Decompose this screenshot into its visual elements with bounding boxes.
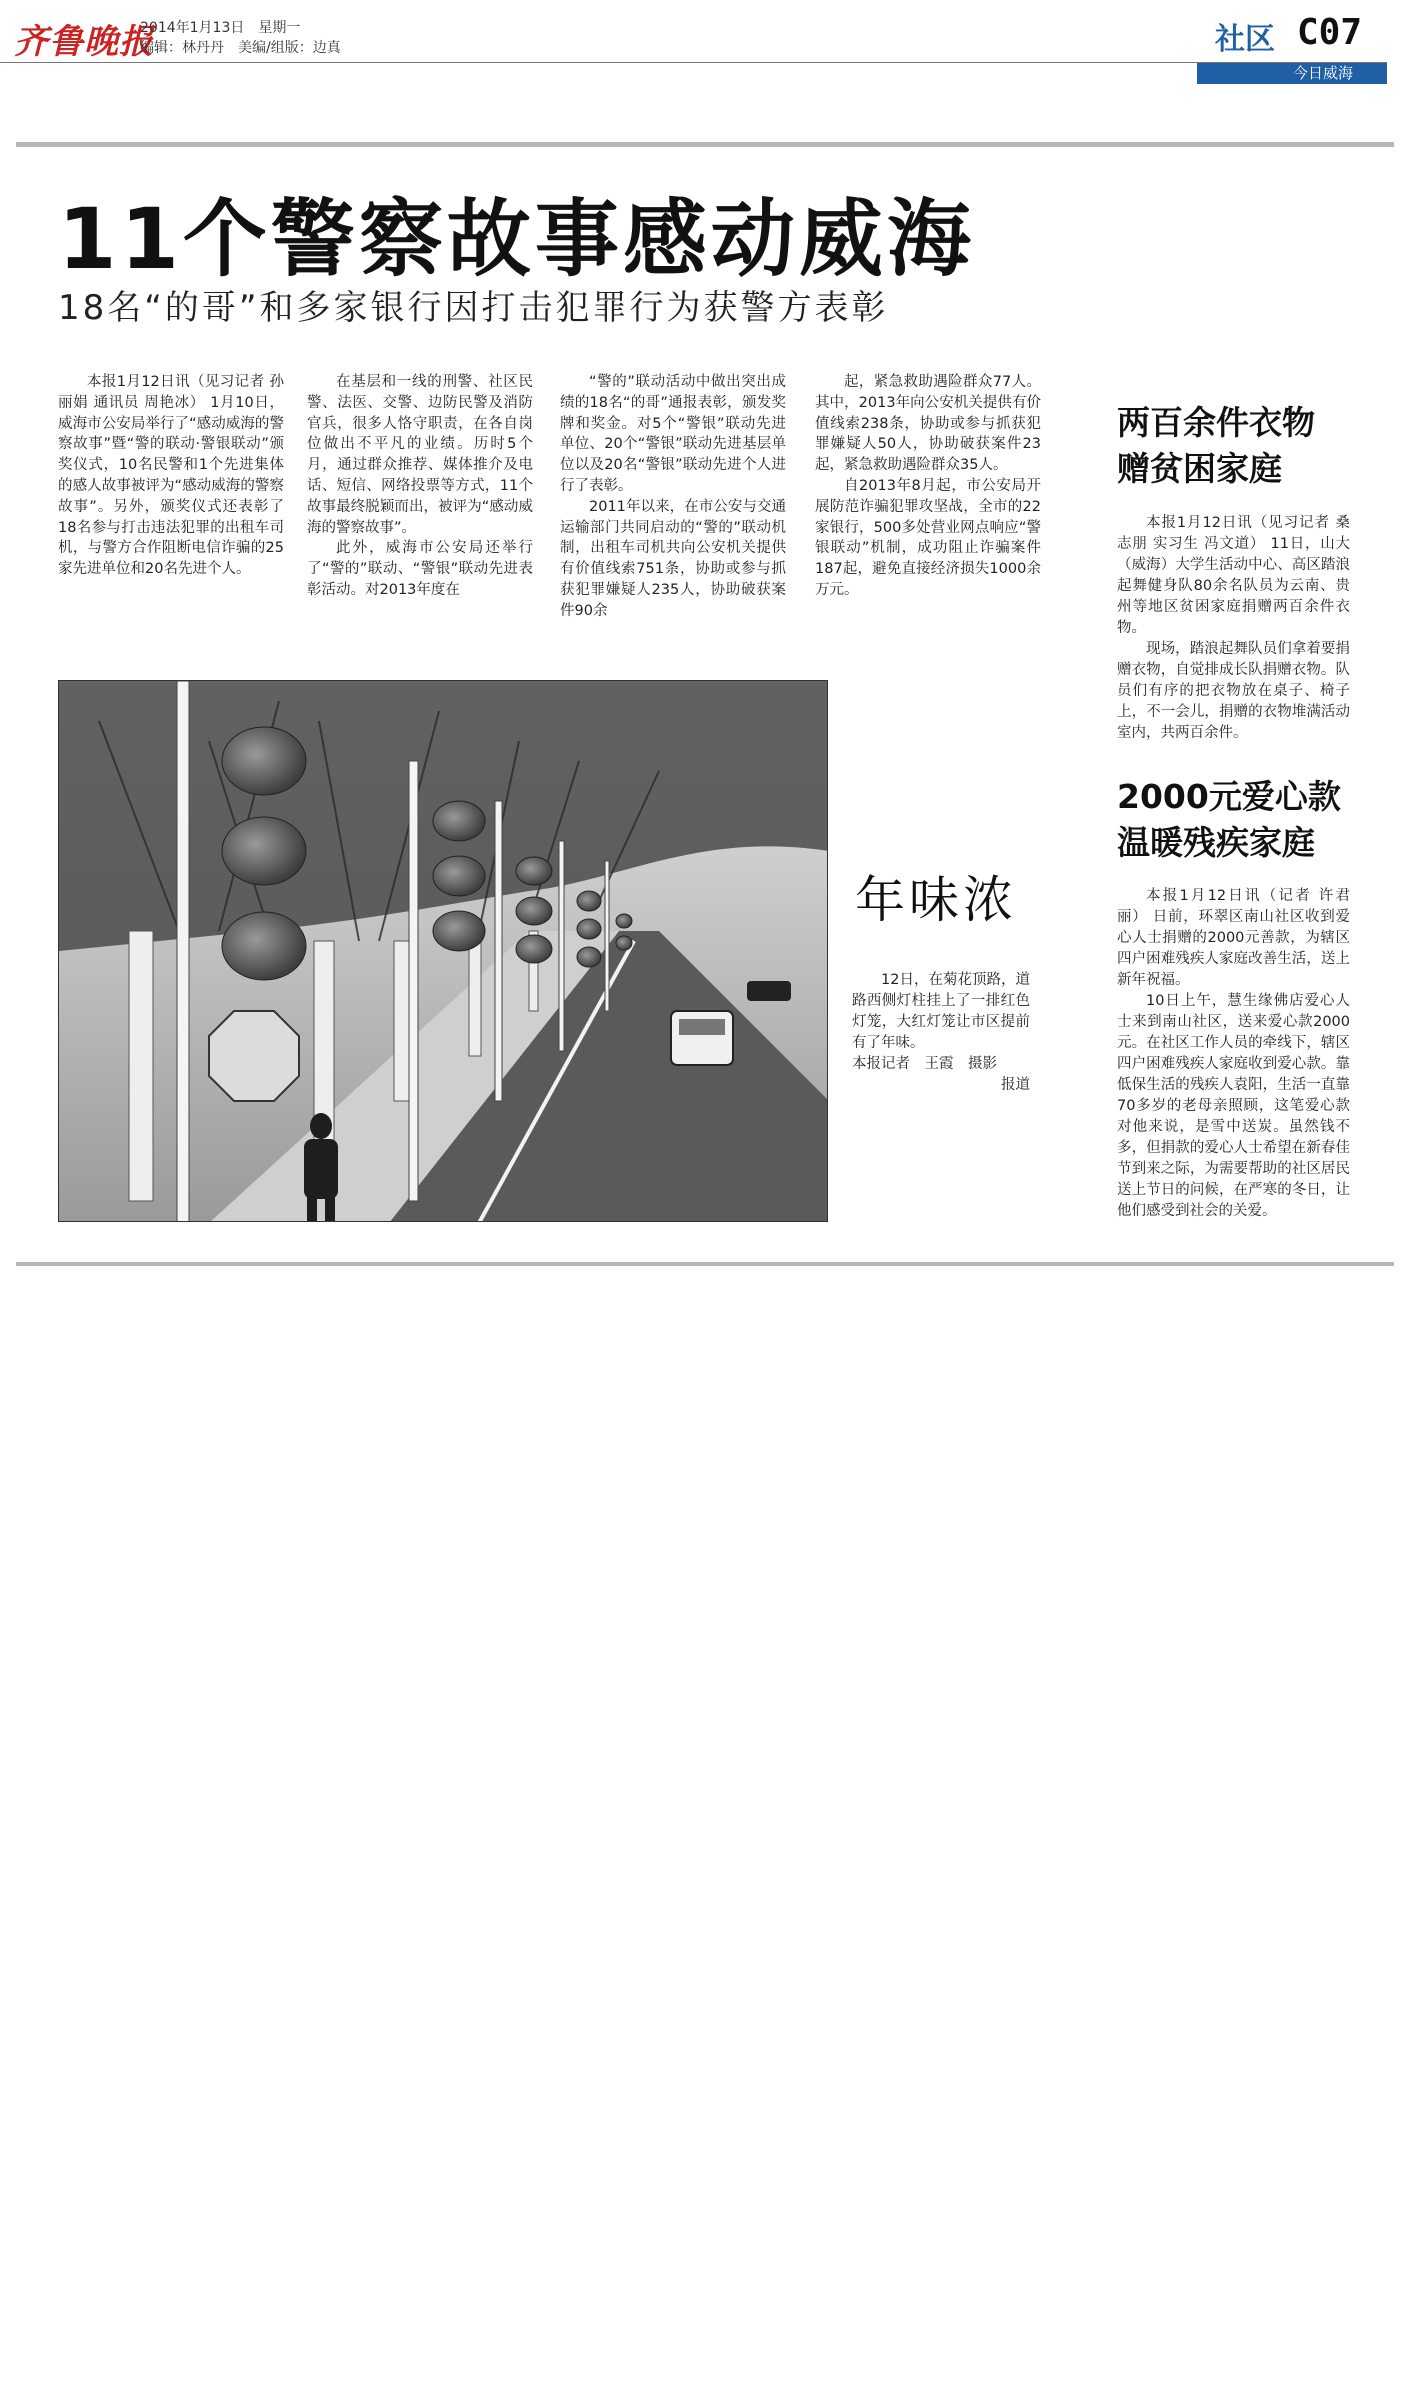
sidebar-headline-line: 2000元爱心款 [1117,777,1341,816]
story-column-2 [307,372,533,601]
story-column-1 [58,372,284,580]
header-rule [0,62,1387,63]
main-subheadline: 18名“的哥”和多家银行因打击犯罪行为获警方表彰 [58,288,889,328]
photo-illustration [59,681,828,1222]
page-code: C07 [1297,12,1363,53]
sidebar-story-1 [1117,513,1350,744]
sidebar-paragraph: 本报1月12日讯（记者 许君丽） 日前，环翠区南山社区收到爱心人士捐赠的2000元善款，为辖区四户困难残疾人家庭改善生活，送上新年祝福。 [1117,888,1350,988]
story-column-3 [560,372,786,622]
sidebar-headline-line: 赠贫困家庭 [1117,449,1282,488]
story-paragraph: 本报1月12日讯（见习记者 孙丽娟 通讯员 周艳冰） 1月10日，威海市公安局举行了“感动威海的警察故事”暨“警的联动·警银联动”颁奖仪式，10名民警和1个先进集体的感人故事被评为“感动威海的警察故事”。另外，颁奖仪式还表彰了18名参与打击违法犯罪的出租车司机，与警方合作阻断电信诈骗的25家先进单位和20名先进个人。 [58,374,284,578]
story-column-4 [815,372,1041,601]
sidebar-paragraph: 现场，踏浪起舞队员们拿着要捐赠衣物，自觉排成长队捐赠衣物。队员们有序的把衣物放在桌子、椅子上，不一会儿，捐赠的衣物堆满活动室内，共两百余件。 [1117,641,1350,741]
story-paragraph: 起，紧急救助遇险群众77人。其中，2013年向公安机关提供有价值线索238条，协助或参与抓获犯罪嫌疑人50人，协助破获案件23起，紧急救助遇险群众35人。 [815,374,1041,474]
story-paragraph: 在基层和一线的刑警、社区民警、法医、交警、边防民警及消防官兵，很多人恪守职责，在各自岗位做出不平凡的业绩。历时5个月，通过群众推荐、媒体推介及电话、短信、网络投票等方式，11个故事最终脱颖而出，被评为“感动威海的警察故事”。 [307,374,533,536]
photo-credit-end: 报道 [1001,1077,1030,1093]
dateline [140,18,341,58]
sidebar-story-2 [1117,886,1350,1222]
story-paragraph: 2011年以来，在市公安与交通运输部门共同启动的“警的”联动机制，出租车司机共向公安机关提供有价值线索751条，协助或参与抓获犯罪嫌疑人235人，协助破获案件90余 [560,498,786,619]
sidebar-headline-line: 两百余件衣物 [1117,403,1315,442]
bottom-divider [16,1262,1394,1266]
editors-line: 编辑：林丹丹 美编/组版：边真 [140,40,341,56]
caption-text: 12日，在菊花顶路，道路西侧灯柱挂上了一排红色灯笼，大红灯笼让市区提前有了年味。 [852,972,1030,1051]
main-headline: 11个警察故事感动威海 [58,190,975,288]
masthead-logo: 齐鲁晚报 [14,22,154,62]
sidebar-paragraph: 本报1月12日讯（见习记者 桑志朋 实习生 冯文道） 11日，山大（威海）大学生活动中心、高区踏浪起舞健身队80余名队员为云南、贵州等地区贫困家庭捐赠两百余件衣物。 [1117,515,1350,636]
story-paragraph: “警的”联动活动中做出突出成绩的18名“的哥”通报表彰，颁发奖牌和奖金。对5个“警银”联动先进单位、20个“警银”联动先进基层单位以及20名“警银”联动先进个人进行了表彰。 [560,374,786,494]
edition-bar [1197,62,1387,84]
date-line: 2014年1月13日 星期一 [140,20,301,36]
sidebar-headline-line: 温暖残疾家庭 [1117,823,1315,862]
top-divider [16,142,1394,147]
sidebar-paragraph: 10日上午，慧生缘佛店爱心人士来到南山社区，送来爱心款2000元。在社区工作人员的牵线下，辖区四户困难残疾人家庭收到爱心款。靠低保生活的残疾人袁阳，生活一直靠70多岁的老母亲照顾，这笔爱心款对他来说，是雪中送炭。虽然钱不多，但捐款的爱心人士希望在新春佳节到来之际，为需要帮助的社区居民送上节日的问候，在严寒的冬日，让他们感受到社会的关爱。 [1117,993,1350,1219]
sidebar-headline-1 [1117,400,1367,492]
photo-title: 年味浓 [855,871,1017,929]
photo-credit: 本报记者 王霞 摄影 [852,1056,997,1072]
section-name: 社区 [1215,22,1275,57]
section-label [1197,12,1387,82]
edition-label: 今日威海 [1292,64,1353,82]
sidebar-headline-2 [1117,774,1367,866]
street-lanterns-photo [58,680,828,1222]
story-paragraph: 此外，威海市公安局还举行了“警的”联动、“警银”联动先进表彰活动。对2013年度在 [307,540,533,598]
photo-caption [852,970,1030,1096]
story-paragraph: 自2013年8月起，市公安局开展防范诈骗犯罪攻坚战，全市的22家银行，500多处营业网点响应“警银联动”机制，成功阻止诈骗案件187起，避免直接经济损失1000余万元。 [815,477,1041,598]
